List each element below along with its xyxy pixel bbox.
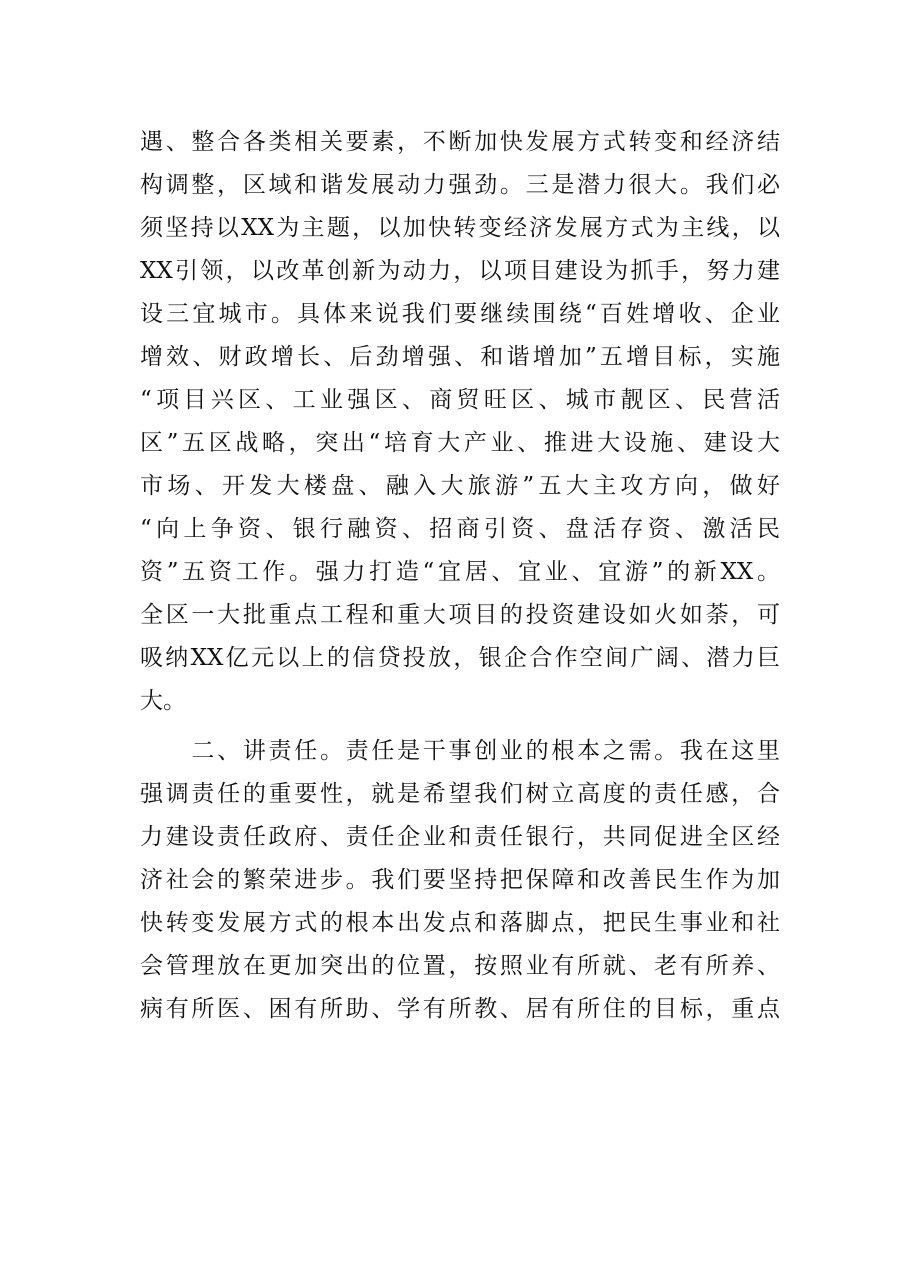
text-line: 大。 <box>140 688 186 714</box>
document-body <box>140 121 780 1031</box>
text-line: 遇、整合各类相关要素，不断加快发展方式转变和经济结 <box>140 129 780 155</box>
text-line: 增效、财政增长、后劲增强、和谐增加”五增目标，实施 <box>140 344 780 370</box>
text-line: 资”五资工作。强力打造“宜居、宜业、宜游”的新XX。 <box>140 559 780 585</box>
text-line: 市场、开发大楼盘、融入大旅游”五大主攻方向，做好 <box>140 473 780 499</box>
text-line: “项目兴区、工业强区、商贸旺区、城市靓区、民营活 <box>140 387 780 413</box>
paragraph-start-line: 二、讲责任。责任是干事创业的根本之需。我在这里 <box>140 738 780 764</box>
text-line: 构调整，区域和谐发展动力强劲。三是潜力很大。我们必 <box>140 172 780 198</box>
text-line: 济社会的繁荣进步。我们要坚持把保障和改善民生作为加 <box>140 867 780 893</box>
text-line: 区”五区战略，突出“培育大产业、推进大设施、建设大 <box>140 430 780 456</box>
text-line: 吸纳XX亿元以上的信贷投放，银企合作空间广阔、潜力巨 <box>140 645 780 671</box>
text-line: XX引领，以改革创新为动力，以项目建设为抓手，努力建 <box>140 258 780 284</box>
text-line: 力建设责任政府、责任企业和责任银行，共同促进全区经 <box>140 824 780 850</box>
text-line: 病有所医、困有所助、学有所教、居有所住的目标，重点 <box>140 996 780 1022</box>
text-line: 快转变发展方式的根本出发点和落脚点，把民生事业和社 <box>140 910 780 936</box>
text-line: 设三宜城市。具体来说我们要继续围绕“百姓增收、企业 <box>140 301 780 327</box>
text-line: 强调责任的重要性，就是希望我们树立高度的责任感，合 <box>140 781 780 807</box>
text-line: “向上争资、银行融资、招商引资、盘活存资、激活民 <box>140 516 780 542</box>
text-line: 须坚持以XX为主题，以加快转变经济发展方式为主线，以 <box>140 215 780 241</box>
text-line: 全区一大批重点工程和重大项目的投资建设如火如荼，可 <box>140 602 780 628</box>
text-line: 会管理放在更加突出的位置，按照业有所就、老有所养、 <box>140 953 780 979</box>
